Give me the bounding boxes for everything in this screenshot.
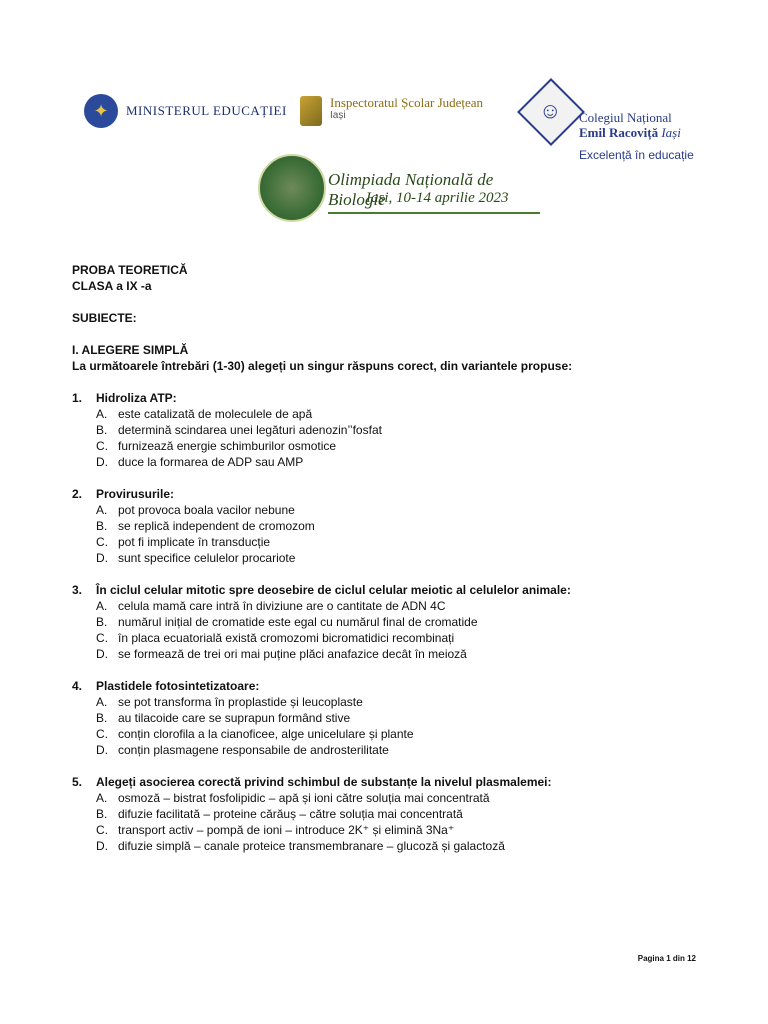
answer-option xyxy=(72,726,712,742)
answer-option xyxy=(72,502,712,518)
college-city: Iași xyxy=(661,125,681,140)
college-motto: Excelență în educație xyxy=(579,148,694,162)
isj-city: Iași xyxy=(330,110,346,121)
answer-option xyxy=(72,838,712,854)
document-body xyxy=(72,262,712,854)
option-text: conțin clorofila a la cianoficee, alge unicelulare și plante xyxy=(118,727,414,741)
option-letter: D. xyxy=(96,455,108,469)
option-letter: A. xyxy=(96,503,108,517)
answer-option xyxy=(72,534,712,550)
option-text: difuzie facilitată – proteine cărăuș – către soluția mai concentrată xyxy=(118,807,463,821)
option-letter: B. xyxy=(96,807,108,821)
option-text: duce la formarea de ADP sau AMP xyxy=(118,455,304,469)
doc-class: CLASA a IX -a xyxy=(72,279,152,293)
option-letter: C. xyxy=(96,727,108,741)
isj-emblem-icon xyxy=(300,96,322,126)
option-letter: A. xyxy=(96,599,108,613)
answer-option xyxy=(72,742,712,758)
ministry-logo xyxy=(84,94,287,128)
olympiad-banner xyxy=(256,152,546,222)
option-text: numărul inițial de cromatide este egal cu numărul final de cromatide xyxy=(118,615,478,629)
answer-option xyxy=(72,454,712,470)
option-letter: B. xyxy=(96,711,108,725)
option-letter: C. xyxy=(96,823,108,837)
answer-option xyxy=(72,438,712,454)
question-number: 3. xyxy=(72,583,83,597)
question-header xyxy=(72,486,712,502)
option-text: osmoză – bistrat fosfolipidic – apă și ioni către soluția mai concentrată xyxy=(118,791,490,805)
question-number: 2. xyxy=(72,487,83,501)
college-name: Emil Racoviță xyxy=(579,125,659,140)
answer-option xyxy=(72,790,712,806)
option-letter: C. xyxy=(96,535,108,549)
option-text: este catalizată de moleculele de apă xyxy=(118,407,313,421)
option-text: se formează de trei ori mai puține plăci anafazice decât în meioză xyxy=(118,647,467,661)
answer-option xyxy=(72,822,712,838)
question-text: Alegeți asocierea corectă privind schimbul de substanțe la nivelul plasmalemei: xyxy=(96,775,552,789)
question xyxy=(72,390,712,486)
ministry-name: MINISTERUL EDUCAȚIEI xyxy=(126,103,287,118)
option-text: pot provoca boala vacilor nebune xyxy=(118,503,295,517)
option-text: furnizează energie schimburilor osmotice xyxy=(118,439,337,453)
question-text: În ciclul celular mitotic spre deosebire de ciclul celular meiotic al celulelor animale: xyxy=(96,583,571,597)
question-text: Provirusurile: xyxy=(96,487,175,501)
question-header xyxy=(72,678,712,694)
question-list xyxy=(72,390,712,854)
answer-option xyxy=(72,614,712,630)
college-line1: Colegiul Național xyxy=(579,110,672,125)
option-letter: D. xyxy=(96,743,108,757)
question-header xyxy=(72,774,712,790)
option-letter: B. xyxy=(96,519,108,533)
answer-option xyxy=(72,646,712,662)
option-text: transport activ – pompă de ioni – introduce 2K⁺ și elimină 3Na⁺ xyxy=(118,823,455,837)
option-text: difuzie simplă – canale proteice transmembranare – glucoză și galactoză xyxy=(118,839,505,853)
section-title: I. ALEGERE SIMPLĂ xyxy=(72,343,189,357)
option-text: au tilacoide care se suprapun formând stive xyxy=(118,711,351,725)
option-letter: A. xyxy=(96,407,108,421)
option-text: se replică independent de cromozom xyxy=(118,519,315,533)
answer-option xyxy=(72,518,712,534)
isj-name: Inspectoratul Școlar Județean xyxy=(330,95,484,110)
answer-option xyxy=(72,806,712,822)
question-number: 1. xyxy=(72,391,83,405)
answer-option xyxy=(72,550,712,566)
option-letter: D. xyxy=(96,647,108,661)
option-letter: C. xyxy=(96,631,108,645)
college-line2 xyxy=(579,125,719,141)
option-text: se pot transforma în proplastide și leucoplaste xyxy=(118,695,363,709)
question-number: 4. xyxy=(72,679,83,693)
option-letter: B. xyxy=(96,423,108,437)
option-letter: C. xyxy=(96,439,108,453)
isj-logo xyxy=(300,96,483,126)
portrait-icon: ☺ xyxy=(539,98,562,123)
doc-subtitle: SUBIECTE: xyxy=(72,311,137,325)
question-text: Plastidele fotosintetizatoare: xyxy=(96,679,260,693)
option-text: conțin plasmagene responsabile de androsterilitate xyxy=(118,743,389,757)
question-header xyxy=(72,582,712,598)
question xyxy=(72,582,712,678)
answer-option xyxy=(72,710,712,726)
option-letter: D. xyxy=(96,839,108,853)
option-text: celula mamă care intră în diviziune are o cantitate de ADN 4C xyxy=(118,599,446,613)
option-letter: D. xyxy=(96,551,108,565)
option-text: sunt specifice celulelor procariote xyxy=(118,551,296,565)
question xyxy=(72,678,712,774)
question-text: Hidroliza ATP: xyxy=(96,391,177,405)
question-number: 5. xyxy=(72,775,83,789)
option-text: pot fi implicate în transducție xyxy=(118,535,271,549)
option-text: în placa ecuatorială există cromozomi bicromatidici recombinați xyxy=(118,631,455,645)
answer-option xyxy=(72,598,712,614)
option-letter: B. xyxy=(96,615,108,629)
page-number: Pagina 1 din 12 xyxy=(637,954,696,963)
answer-option xyxy=(72,694,712,710)
doc-title: PROBA TEORETICĂ xyxy=(72,263,188,277)
option-letter: A. xyxy=(96,695,108,709)
olympiad-title: Olimpiada Națională de Biologie xyxy=(328,170,494,209)
instructions: La următoarele întrebări (1-30) alegeți un singur răspuns corect, din variantele propuse: xyxy=(72,359,573,373)
answer-option xyxy=(72,422,712,438)
answer-option xyxy=(72,406,712,422)
option-text: determină scindarea unei legături adenozin’’fosfat xyxy=(118,423,382,437)
option-letter: A. xyxy=(96,791,108,805)
olympiad-emblem-icon xyxy=(258,154,326,222)
question xyxy=(72,486,712,582)
coat-of-arms-icon: ✦ xyxy=(84,94,118,128)
question xyxy=(72,774,712,854)
answer-option xyxy=(72,630,712,646)
olympiad-date: Iași, 10-14 aprilie 2023 xyxy=(366,190,509,206)
question-header xyxy=(72,390,712,406)
olympiad-divider xyxy=(328,212,540,214)
